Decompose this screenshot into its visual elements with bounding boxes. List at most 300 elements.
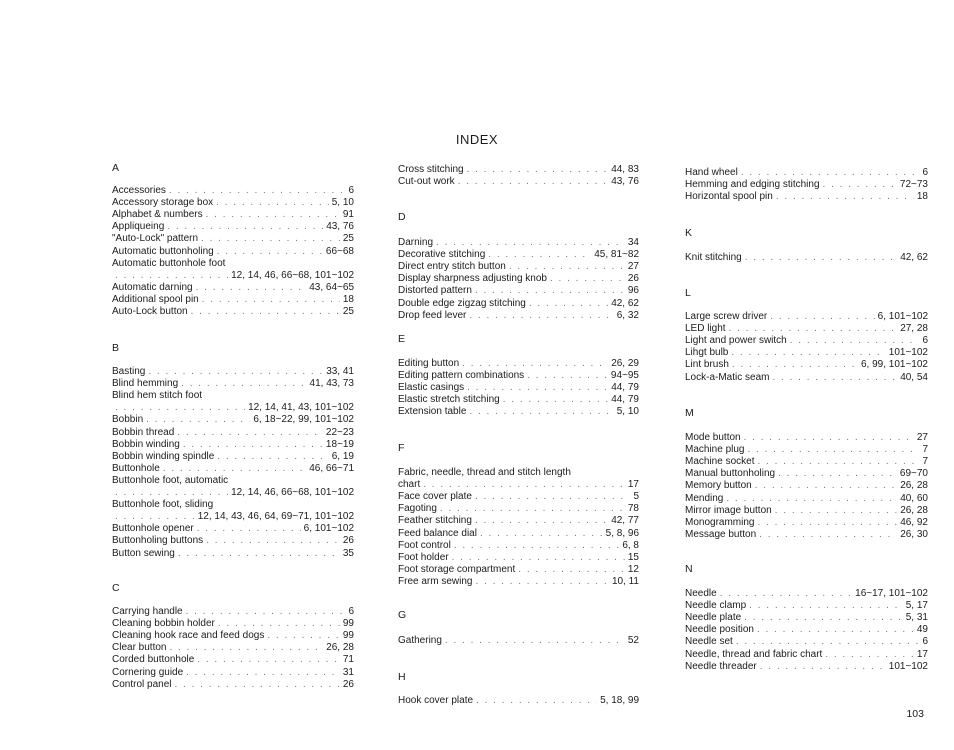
index-entry (112, 197, 354, 209)
entry-pages: 5, 17 (905, 600, 928, 612)
index-entry (398, 394, 639, 406)
index-entry (112, 294, 354, 306)
entry-pages: 69~70 (899, 468, 928, 480)
entry-pages: 44, 79 (611, 382, 639, 394)
entry-pages: 101~102 (888, 660, 928, 672)
entry-pages: 17 (916, 648, 928, 660)
entry-term: Free arm sewing (398, 575, 473, 587)
index-entry (398, 176, 639, 188)
entry-pages: 26, 28 (900, 504, 928, 516)
index-entry (398, 540, 639, 552)
entry-term: Corded buttonhole (112, 654, 195, 666)
index-entry (398, 273, 639, 285)
entry-term: Automatic buttonholing (112, 245, 214, 257)
dot-leader (458, 176, 609, 188)
index-entry (112, 511, 354, 523)
entry-pages: 6 (922, 335, 928, 347)
dot-leader (757, 517, 897, 529)
section-letter: D (398, 211, 406, 223)
entry-term: Drop feed lever (398, 309, 467, 321)
dot-leader (757, 456, 919, 468)
entry-term: Memory button (685, 480, 752, 492)
entry-term: Cross stitching (398, 164, 464, 175)
entry-pages: 71 (342, 654, 354, 666)
dot-leader (183, 439, 323, 451)
entry-pages: 43, 76 (326, 221, 354, 233)
dot-leader (509, 261, 625, 273)
dot-leader (755, 480, 897, 492)
entry-term: Automatic darning (112, 281, 193, 293)
dot-leader (736, 636, 920, 648)
entry-term: Foot storage compartment (398, 563, 516, 575)
entry-term: Gathering (398, 635, 442, 646)
dot-leader (423, 479, 625, 491)
dot-leader (729, 323, 898, 335)
index-entry (398, 467, 639, 479)
entry-term: Needle, thread and fabric chart (685, 648, 823, 660)
entry-term: Basting (112, 366, 146, 377)
section-letter: N (685, 563, 693, 575)
entry-pages: 6, 101~102 (303, 523, 354, 535)
entry-term: Mirror image button (685, 504, 772, 516)
entry-term: Blind hem stitch foot (112, 390, 203, 402)
entry-pages: 7 (922, 456, 928, 468)
entry-term: Hand wheel (685, 167, 738, 178)
entry-term: Face cover plate (398, 491, 472, 503)
dot-leader (825, 649, 914, 661)
section-letter: B (112, 342, 120, 354)
dot-leader (169, 185, 346, 197)
index-entry (685, 480, 928, 492)
entry-term: Machine socket (685, 456, 755, 468)
section-letter: F (398, 442, 405, 454)
index-entry (398, 358, 639, 370)
index-entry (685, 335, 928, 347)
entry-pages: 16~17, 101~102 (855, 588, 928, 599)
entry-term: Bobbin winding (112, 438, 180, 450)
dot-leader (475, 515, 608, 527)
index-entry (112, 451, 354, 463)
index-entry (112, 185, 354, 197)
entry-term: Light and power switch (685, 335, 787, 347)
index-entry (398, 370, 639, 382)
entry-term: Carrying handle (112, 606, 183, 617)
entry-pages: 6 (922, 636, 928, 648)
entry-pages: 41, 43, 73 (309, 378, 354, 390)
entry-term: Accessory storage box (112, 197, 214, 209)
entry-pages: 27, 28 (900, 323, 928, 335)
entry-pages: 42, 77 (611, 515, 639, 527)
entry-term: Needle plate (685, 612, 742, 624)
dot-leader (518, 564, 625, 576)
index-entry (398, 406, 639, 418)
dot-leader (475, 491, 631, 503)
index-entry (685, 505, 928, 517)
entry-term: Elastic casings (398, 382, 465, 394)
index-entry (112, 667, 354, 679)
entry-term: Editing button (398, 358, 460, 369)
entry-term: Needle position (685, 624, 754, 636)
entry-pages: 17 (627, 479, 639, 491)
index-entry (112, 306, 354, 318)
entry-term: Needle threader (685, 660, 757, 672)
entry-term: Mending (685, 492, 724, 504)
index-entry (685, 600, 928, 612)
index-entry (685, 311, 928, 323)
entry-term: Hook cover plate (398, 695, 474, 706)
entry-term: Decorative stitching (398, 249, 486, 261)
entry-term: Display sharpness adjusting knob (398, 273, 547, 285)
entry-term: Accessories (112, 185, 166, 196)
dot-leader (529, 298, 608, 310)
dot-leader (178, 548, 340, 560)
section-letter: K (685, 227, 693, 239)
index-entry (112, 523, 354, 535)
entry-pages: 45, 81~82 (594, 249, 639, 261)
dot-leader (757, 624, 914, 636)
entry-term: Large screw driver (685, 311, 768, 322)
entry-term: Lint brush (685, 359, 729, 371)
dot-leader (206, 209, 340, 221)
dot-leader (744, 432, 914, 444)
dot-leader (480, 528, 603, 540)
entry-term: Extension table (398, 406, 467, 418)
entry-term: Fabric, needle, thread and stitch length (398, 467, 571, 478)
index-entry (398, 576, 639, 588)
index-entry (398, 695, 639, 707)
index-entry (685, 347, 928, 359)
entry-pages: 10, 11 (611, 575, 639, 587)
entry-term: Distorted pattern (398, 285, 472, 297)
entry-term: Needle (685, 588, 717, 599)
entry-term: Automatic buttonhole foot (112, 257, 226, 269)
entry-pages: 18~19 (325, 438, 354, 450)
entry-term: Bobbin (112, 414, 144, 426)
index-entry (112, 463, 354, 475)
entry-term: Feed balance dial (398, 527, 477, 539)
dot-leader (146, 414, 250, 426)
entry-pages: 26, 30 (900, 528, 928, 540)
entry-pages: 43, 64~65 (309, 281, 354, 293)
entry-term: Buttonhole foot, sliding (112, 499, 214, 511)
entry-pages: 46, 66~71 (309, 462, 354, 474)
entry-term: Direct entry stitch button (398, 261, 506, 273)
entry-term: Lihgt bulb (685, 347, 729, 359)
entry-pages: 44, 83 (611, 164, 639, 175)
entry-term: Manual buttonholing (685, 468, 776, 480)
index-entry (398, 285, 639, 297)
entry-pages: 26, 28 (900, 480, 928, 492)
dot-leader (469, 406, 613, 418)
entry-pages: 7 (922, 444, 928, 456)
entry-pages: 12, 14, 46, 66~68, 101~102 (231, 487, 354, 498)
index-entry (685, 612, 928, 624)
dot-leader (454, 540, 620, 552)
dot-leader (776, 191, 914, 203)
entry-term: Needle clamp (685, 600, 747, 612)
entry-pages: 6 (348, 185, 354, 196)
entry-pages: 43, 76 (611, 176, 639, 188)
index-entry (398, 635, 639, 647)
entry-term: Clear button (112, 642, 167, 654)
index-entry (112, 679, 354, 691)
entry-term: Auto-Lock button (112, 306, 188, 317)
entry-term: Monogramming (685, 516, 755, 528)
index-entry (112, 548, 354, 560)
index-entry (112, 618, 354, 630)
index-entry (685, 179, 928, 191)
entry-pages: 31 (342, 666, 354, 678)
entry-term: Additional spool pin (112, 293, 199, 305)
dot-leader (503, 394, 608, 406)
dot-leader (475, 285, 625, 297)
dot-leader (167, 221, 323, 233)
entry-pages: 26 (342, 678, 354, 690)
entry-term: Elastic stretch stitching (398, 394, 500, 406)
dot-leader (731, 347, 885, 359)
index-entry (685, 649, 928, 661)
index-entry (398, 382, 639, 394)
section-letter: E (398, 333, 406, 345)
dot-leader (216, 197, 329, 209)
entry-term: Machine plug (685, 444, 745, 456)
dot-leader (476, 695, 597, 707)
dot-leader (436, 237, 625, 249)
entry-pages: 27 (627, 261, 639, 273)
entry-pages: 5, 18, 99 (600, 695, 639, 706)
dot-leader (206, 535, 340, 547)
entry-pages: 96 (627, 285, 639, 297)
dot-leader (770, 311, 874, 323)
dot-leader (744, 612, 903, 624)
entry-pages: 6, 19 (331, 450, 354, 462)
dot-leader (732, 359, 858, 371)
entry-pages: 42, 62 (611, 297, 639, 309)
index-entry (398, 310, 639, 322)
index-entry (398, 249, 639, 261)
index-entry (112, 475, 354, 487)
dot-leader (759, 529, 897, 541)
entry-pages: 6, 18~22, 99, 101~102 (253, 414, 354, 426)
dot-leader (452, 552, 625, 564)
entry-term: Cleaning hook race and feed dogs (112, 630, 265, 642)
entry-term: Buttonhole opener (112, 523, 194, 535)
entry-pages: 5 (633, 491, 639, 503)
entry-term: Foot holder (398, 551, 449, 563)
dot-leader (720, 588, 852, 600)
index-entry (685, 636, 928, 648)
entry-pages: 5, 8, 96 (605, 527, 639, 539)
index-entry (112, 233, 354, 245)
index-entry (112, 654, 354, 666)
dot-leader (775, 505, 897, 517)
dot-leader (760, 661, 886, 673)
dot-leader (177, 427, 323, 439)
section-letter: C (112, 582, 120, 594)
dot-leader (469, 310, 613, 322)
dot-leader (169, 642, 323, 654)
entry-pages: 12 (627, 563, 639, 575)
section-letter: A (112, 162, 120, 174)
entry-term: Button sewing (112, 547, 175, 559)
dot-leader (197, 523, 301, 535)
entry-term: Bobbin thread (112, 426, 175, 438)
index-entry (112, 282, 354, 294)
entry-pages: 99 (342, 618, 354, 630)
index-entry (398, 491, 639, 503)
section-letter: L (685, 287, 691, 299)
section-letter: G (398, 609, 407, 621)
dot-leader (191, 306, 340, 318)
entry-term: Message button (685, 528, 757, 540)
entry-pages: 25 (342, 306, 354, 317)
entry-pages: 34 (627, 237, 639, 248)
entry-term: chart (398, 479, 421, 491)
dot-leader (445, 635, 625, 647)
dot-leader (467, 382, 608, 394)
index-entry (685, 444, 928, 456)
entry-pages: 46, 92 (900, 516, 928, 528)
index-entry (112, 642, 354, 654)
dot-leader (772, 372, 897, 384)
index-entry (685, 661, 928, 673)
entry-pages: 49 (916, 624, 928, 636)
entry-pages: 101~102 (888, 347, 928, 359)
dot-leader (475, 576, 608, 588)
entry-pages: 22~23 (325, 426, 354, 438)
index-entry (398, 503, 639, 515)
entry-pages: 5, 10 (616, 406, 639, 418)
index-entry (112, 366, 354, 378)
dot-leader (823, 179, 897, 191)
entry-pages: 25 (342, 233, 354, 245)
entry-term: Feather stitching (398, 515, 472, 527)
entry-pages: 26, 29 (611, 358, 639, 369)
index-entry (685, 167, 928, 179)
section-letter: M (685, 407, 694, 419)
dot-leader (462, 358, 608, 370)
index-entry (112, 221, 354, 233)
index-entry (112, 378, 354, 390)
dot-leader (747, 444, 919, 456)
entry-pages: 6 (922, 167, 928, 178)
dot-leader (186, 606, 346, 618)
entry-term: Bobbin winding spindle (112, 450, 215, 462)
dot-leader (790, 335, 920, 347)
index-entry (685, 359, 928, 371)
entry-pages: 6, 8 (622, 539, 639, 551)
index-entry (398, 237, 639, 249)
page-title: INDEX (455, 132, 499, 147)
entry-term: Lock-a-Matic seam (685, 371, 770, 383)
entry-term: Buttonholing buttons (112, 535, 204, 547)
dot-leader (197, 654, 340, 666)
entry-term: Horizontal spool pin (685, 191, 773, 203)
index-entry (685, 191, 928, 203)
dot-leader (115, 270, 228, 282)
index-entry (112, 258, 354, 270)
dot-leader (201, 233, 340, 245)
index-entry (685, 493, 928, 505)
entry-pages: 12, 14, 43, 46, 64, 69~71, 101~102 (197, 511, 354, 523)
entry-term: Needle set (685, 636, 733, 648)
entry-term: "Auto-Lock" pattern (112, 233, 199, 245)
entry-pages: 40, 60 (900, 492, 928, 504)
index-entry (112, 606, 354, 618)
entry-pages: 42, 62 (900, 252, 928, 263)
dot-leader (488, 249, 591, 261)
entry-term: Cleaning bobbin holder (112, 618, 215, 630)
entry-term: Fagoting (398, 503, 437, 515)
index-entry (112, 270, 354, 282)
index-entry (685, 432, 928, 444)
dot-leader (741, 167, 920, 179)
entry-term: Hemming and edging stitching (685, 179, 820, 191)
entry-term: Mode button (685, 432, 741, 443)
index-entry (398, 564, 639, 576)
dot-leader (115, 402, 245, 414)
index-entry (112, 427, 354, 439)
index-entry (398, 515, 639, 527)
entry-term: LED light (685, 323, 726, 335)
index-entry (685, 323, 928, 335)
dot-leader (115, 511, 195, 523)
section-letter: H (398, 671, 406, 683)
entry-term: Alphabet & numbers (112, 209, 203, 221)
entry-term: Appliqueing (112, 221, 165, 233)
dot-leader (440, 503, 625, 515)
index-entry (685, 456, 928, 468)
dot-leader (745, 252, 897, 264)
entry-pages: 6, 32 (616, 309, 639, 321)
entry-term: Knit stitching (685, 252, 742, 263)
dot-leader (778, 468, 897, 480)
entry-term: Cut-out work (398, 176, 455, 188)
dot-leader (174, 679, 339, 691)
entry-pages: 66~68 (325, 245, 354, 257)
entry-term: Control panel (112, 678, 172, 690)
dot-leader (267, 630, 340, 642)
index-entry (398, 164, 639, 176)
entry-pages: 18 (342, 293, 354, 305)
index-entry (685, 624, 928, 636)
index-entry (112, 402, 354, 414)
entry-pages: 6, 101~102 (877, 311, 928, 322)
index-entry (112, 439, 354, 451)
entry-pages: 52 (627, 635, 639, 646)
entry-pages: 26 (627, 273, 639, 285)
entry-pages: 18 (916, 191, 928, 203)
index-entry (398, 298, 639, 310)
index-entry (112, 246, 354, 258)
dot-leader (148, 366, 323, 378)
index-entry (398, 528, 639, 540)
entry-pages: 12, 14, 46, 66~68, 101~102 (231, 269, 354, 281)
dot-leader (217, 246, 323, 258)
entry-term: Blind hemming (112, 378, 179, 390)
index-entry (112, 414, 354, 426)
index-entry (112, 209, 354, 221)
dot-leader (217, 451, 328, 463)
page-number: 103 (906, 708, 924, 720)
index-entry (112, 630, 354, 642)
dot-leader (115, 487, 228, 499)
dot-leader (218, 618, 340, 630)
dot-leader (726, 493, 897, 505)
entry-term: Cornering guide (112, 666, 184, 678)
entry-pages: 12, 14, 41, 43, 101~102 (248, 402, 354, 414)
entry-term: Buttonhole foot, automatic (112, 474, 229, 486)
